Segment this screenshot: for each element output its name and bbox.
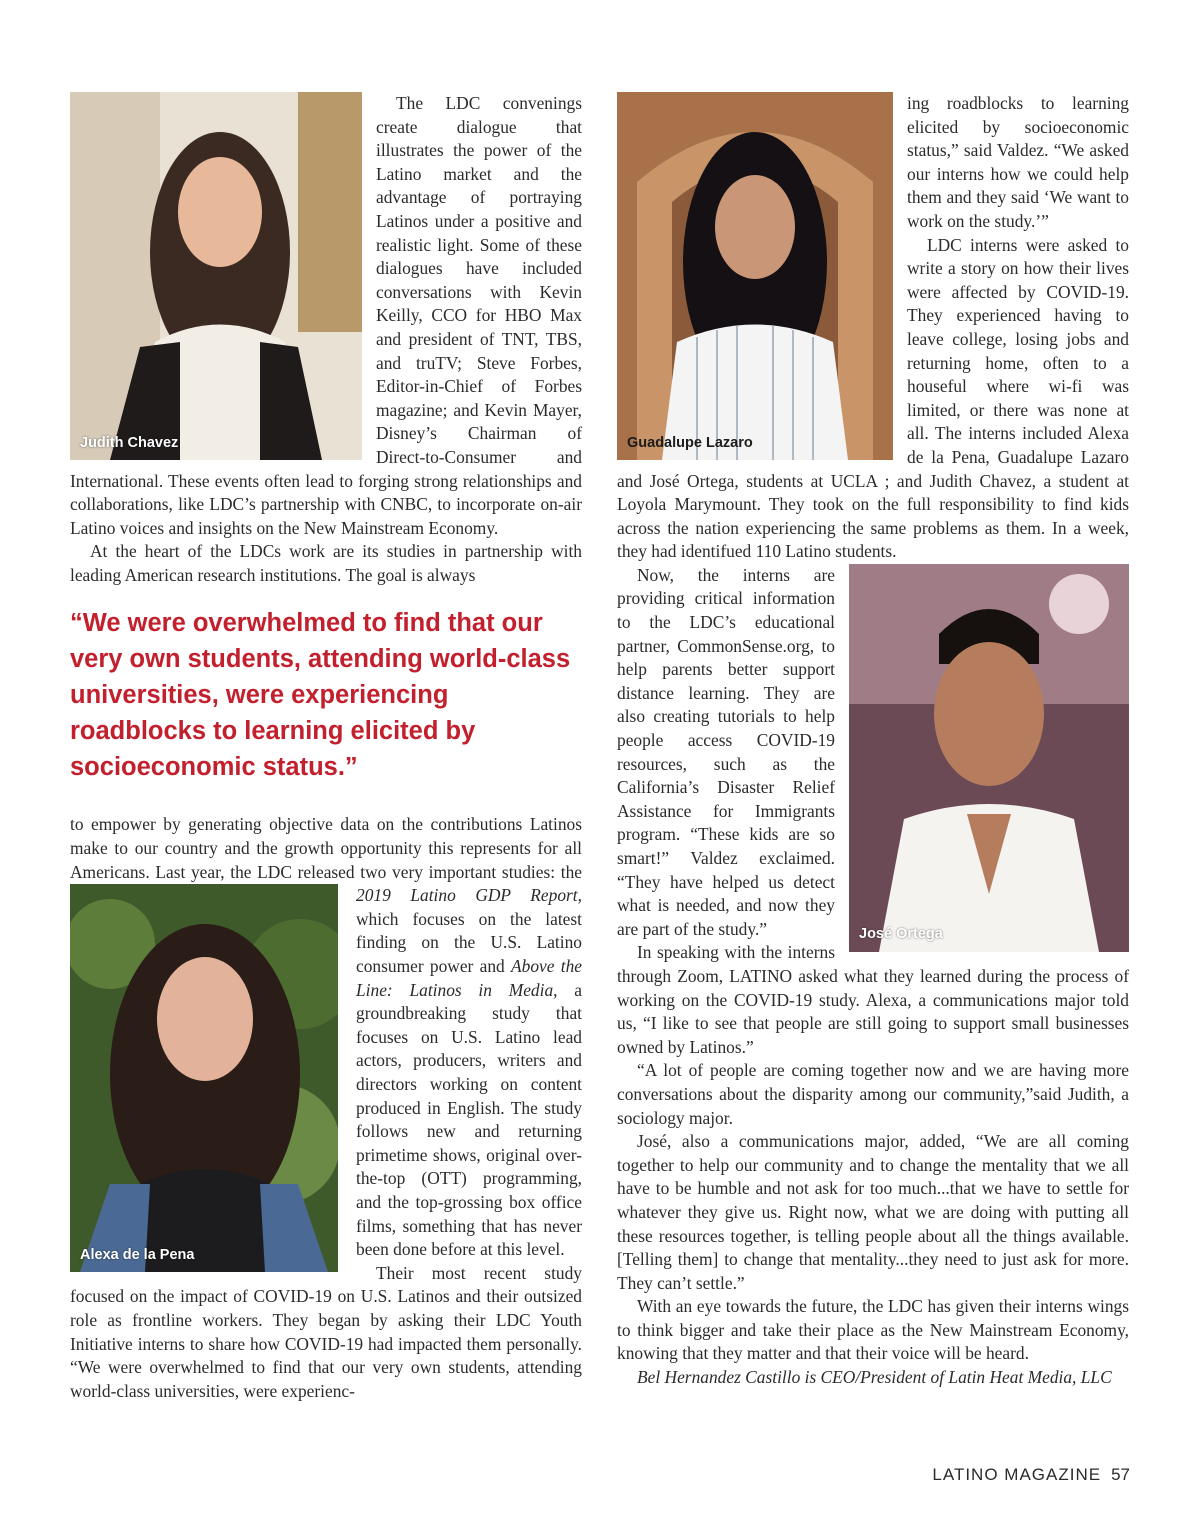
article-paragraph-text: Their most recent study focused on the impact of COVID-19 on U.S. Latinos and their outsized role as frontline workers. They began by asking their LDC Youth Initiative interns to share how COVID-19 had impacted them personally. “We were overwhelmed to find that our very own students, attending world-class universities, were experienc- xyxy=(70,1262,582,1401)
article-paragraph-text: , a groundbreaking study that focuses on U.S. Latino lead actors, producers, writers and directors working on content produced in English. The study follows new and returning primetime shows, original over-the-top (OTT) programming, and the top-grossing box office films, something that has never been done before at this level. xyxy=(356,979,582,1260)
article-paragraph-text: ing roadblocks to learning elicited by socioeconomic status,” said Valdez. “We asked our interns how we could help them and they said ‘We want to work on the study.’” xyxy=(907,93,1129,231)
article-paragraph-text: Now, the interns are providing critical information to the LDC’s educational partner, CommonSense.org, to help parents better support distance learning. They are also creating tutorials to help people access COVID-19 resources, such as the California’s Disaster Relief Assistance for Immigrants program. “These kids are so smart!” Valdez exclaimed. “They have helped us detect what is needed, and now they are part of the study.” xyxy=(617,564,835,939)
article-paragraph-text: José, also a communications major, added, “We are all coming together to help our community and to change the mentality that we all have to be humble and not ask for too much...that we have to settle for whatever they give us. Right now, what we are doing with putting all these resources together, is telling people about all the things available. [Telling them] to change that mentality...they need to just ask for more. They can’t settle.” xyxy=(617,1131,1129,1293)
pull-quote: “We were overwhelmed to find that our very own students, attending world-class universities, were experiencing roadblocks to learning elicited by socioeconomic status.” xyxy=(70,609,571,782)
magazine-name: LATINO MAGAZINE xyxy=(932,1465,1102,1484)
article-paragraph-text: , which focuses on the latest finding on the U.S. Latino consumer power and xyxy=(356,885,582,977)
article-paragraph xyxy=(70,1262,582,1404)
article-paragraph-text: The LDC convenings create dialogue that illustrates the power of the Latino market and the advantage of portraying Latinos under a positive and realistic light. Some of these dialogues have included conversations with Kevin Keilly, CCO for HBO Max and president of TNT, TBS, and truTV; Steve Forbes, Editor-in-Chief of Forbes magazine; and Kevin Mayer, Disney’s Chairman of Direct-to-Consumer and International. These events often lead to forging strong relationships and collaborations, like LDC’s partnership with CNBC, to incorporate on-air Latino voices and insights on the New Mainstream Economy. xyxy=(70,93,582,538)
portrait-image xyxy=(70,884,338,1272)
photo-alexa-de-la-pena xyxy=(70,884,338,1272)
photo-caption: Judith Chavez xyxy=(80,434,179,451)
photo-guadalupe-lazaro xyxy=(617,92,893,460)
article-paragraph xyxy=(617,1130,1129,1295)
article-paragraph-text: LDC interns were asked to write a story on how their lives were affected by COVID-19. They experienced having to leave college, losing jobs and returning home, often to a houseful where wi-fi was limited, or there was none at all. The interns included Alexa de la Pena, Guadalupe Lazaro and José Ortega, students at UCLA ; and Judith Chavez, a student at Loyola Marymount. They took on the full responsibility to find kids across the nation experiencing the same problems as them. In a week, they had identifued 110 Latino students. xyxy=(617,234,1129,562)
article-paragraph-text: “A lot of people are coming together now and we are having more conversations about the disparity among our community,”said Judith, a sociology major. xyxy=(617,1060,1129,1128)
portrait-image xyxy=(617,92,893,460)
author-byline xyxy=(617,1366,1129,1390)
photo-jose-ortega xyxy=(849,564,1129,952)
photo-judith-chavez xyxy=(70,92,362,460)
photo-caption: Guadalupe Lazaro xyxy=(627,434,753,451)
study-title: Above the Line: Latinos in Media xyxy=(356,956,582,1000)
article-paragraph-text: to empower by generating objective data on the contributions Latinos make to our country and the growth opportunity this represents for all Americans. Last year, the LDC released two very important studies: the xyxy=(70,814,582,882)
page-number: 57 xyxy=(1111,1465,1130,1484)
author-byline-text: Bel Hernandez Castillo is CEO/President of Latin Heat Media, LLC xyxy=(637,1367,1112,1388)
article-paragraph-text: With an eye towards the future, the LDC has given their interns wings to think bigger and take their place as the New Mainstream Economy, knowing that they matter and that their voice will be heard. xyxy=(617,1296,1129,1364)
portrait-image xyxy=(70,92,362,460)
article-paragraph xyxy=(617,941,1129,1059)
photo-caption: Alexa de la Pena xyxy=(80,1246,195,1263)
page-footer xyxy=(932,1465,1130,1485)
article-paragraph xyxy=(617,1059,1129,1130)
article-paragraph-text: At the heart of the LDCs work are its studies in partnership with leading American research institutions. The goal is always xyxy=(70,541,582,585)
photo-caption: José Ortega xyxy=(859,926,943,943)
article-paragraph xyxy=(70,540,582,587)
study-title: 2019 Latino GDP Report xyxy=(356,885,578,906)
portrait-image xyxy=(849,564,1129,952)
article-paragraph-text: In speaking with the interns through Zoom, LATINO asked what they learned during the process of working on the COVID-19 study. Alexa, a communications major told us, “I like to see that people are still going to support small businesses owned by Latinos.” xyxy=(617,942,1129,1057)
article-paragraph xyxy=(617,1295,1129,1366)
